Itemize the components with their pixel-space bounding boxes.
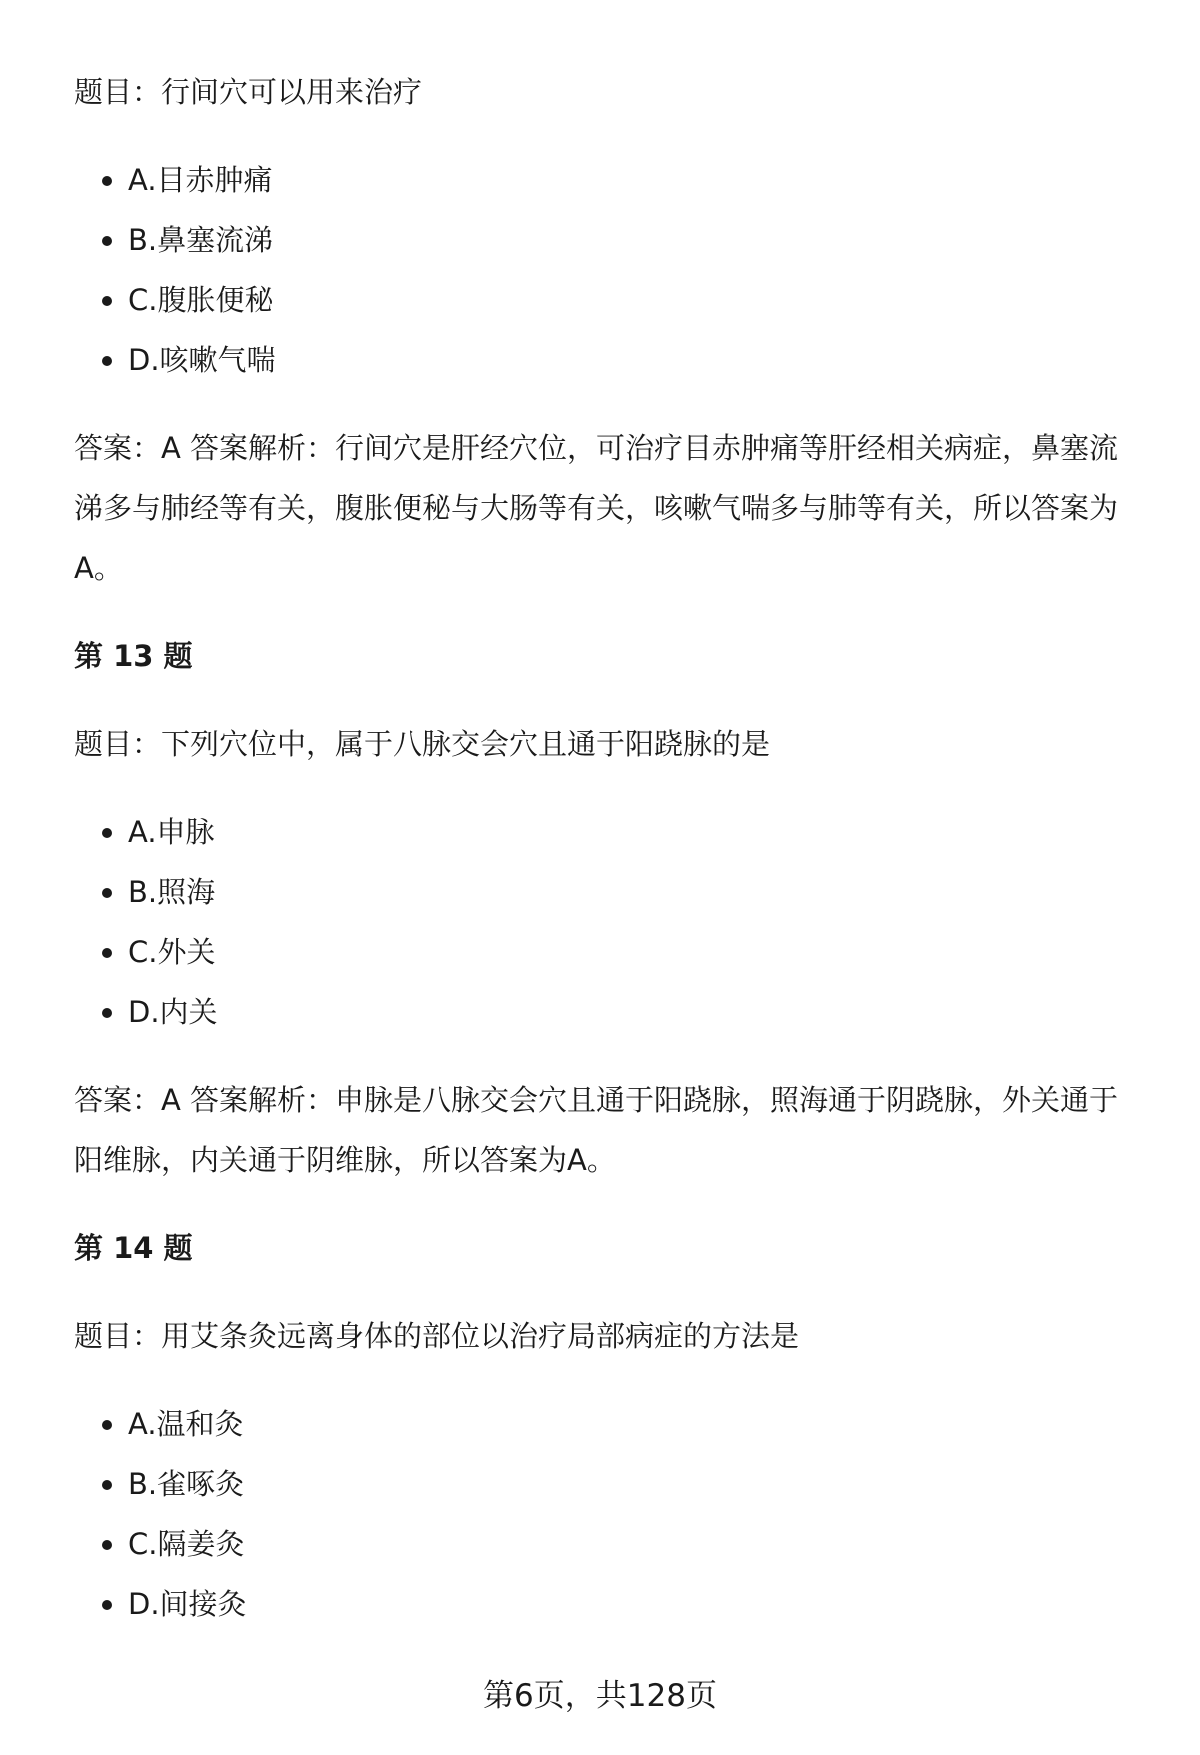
bullet-icon xyxy=(102,356,112,366)
option-label: C.隔姜灸 xyxy=(128,1527,245,1561)
answer-line: 答案：A 答案解析：申脉是八脉交会穴且通于阳跷脉，照海通于阴跷脉，外关通于 xyxy=(74,1083,1119,1117)
option-label: A.温和灸 xyxy=(128,1407,244,1441)
option-label: C.外关 xyxy=(128,935,216,969)
bullet-icon xyxy=(102,236,112,246)
bullet-icon xyxy=(102,948,112,958)
answer-line: 答案：A 答案解析：行间穴是肝经穴位，可治疗目赤肿痛等肝经相关病症，鼻塞流 xyxy=(74,431,1119,465)
option-label: D.内关 xyxy=(128,995,218,1029)
bullet-icon xyxy=(102,1600,112,1610)
option-item xyxy=(74,1514,1144,1574)
bullet-icon xyxy=(102,1008,112,1018)
option-list xyxy=(74,802,1144,1042)
document-content xyxy=(74,62,1144,1662)
question-heading: 第 13 题 xyxy=(74,639,193,673)
option-label: C.腹胀便秘 xyxy=(128,283,274,317)
option-label: A.目赤肿痛 xyxy=(128,163,273,197)
question-block-14 xyxy=(74,1218,1144,1634)
option-item xyxy=(74,330,1144,390)
option-label: D.咳嗽气喘 xyxy=(128,343,276,377)
question-block-12 xyxy=(74,62,1144,598)
answer-explanation xyxy=(74,418,1144,598)
option-label: D.间接灸 xyxy=(128,1587,247,1621)
bullet-icon xyxy=(102,1540,112,1550)
answer-line: A。 xyxy=(74,551,123,585)
answer-line: 涕多与肺经等有关，腹胀便秘与大肠等有关，咳嗽气喘多与肺等有关，所以答案为 xyxy=(74,491,1119,525)
bullet-icon xyxy=(102,296,112,306)
option-item xyxy=(74,210,1144,270)
option-item xyxy=(74,862,1144,922)
option-item xyxy=(74,922,1144,982)
option-list xyxy=(74,150,1144,390)
bullet-icon xyxy=(102,1480,112,1490)
option-item xyxy=(74,1394,1144,1454)
option-item xyxy=(74,270,1144,330)
question-text: 题目：下列穴位中，属于八脉交会穴且通于阳跷脉的是 xyxy=(74,727,771,761)
page-number-footer: 第6页，共128页 xyxy=(483,1678,717,1714)
option-item xyxy=(74,1454,1144,1514)
answer-line: 阳维脉，内关通于阴维脉，所以答案为A。 xyxy=(74,1143,616,1177)
answer-explanation xyxy=(74,1070,1144,1190)
bullet-icon xyxy=(102,828,112,838)
bullet-icon xyxy=(102,176,112,186)
bullet-icon xyxy=(102,888,112,898)
option-label: A.申脉 xyxy=(128,815,215,849)
option-list xyxy=(74,1394,1144,1634)
option-item xyxy=(74,982,1144,1042)
option-label: B.鼻塞流涕 xyxy=(128,223,274,257)
question-text: 题目：用艾条灸远离身体的部位以治疗局部病症的方法是 xyxy=(74,1319,800,1353)
option-label: B.照海 xyxy=(128,875,216,909)
option-item xyxy=(74,802,1144,862)
option-item xyxy=(74,1574,1144,1634)
question-block-13 xyxy=(74,626,1144,1190)
bullet-icon xyxy=(102,1420,112,1430)
question-text: 题目：行间穴可以用来治疗 xyxy=(74,75,423,109)
question-heading: 第 14 题 xyxy=(74,1231,193,1265)
option-label: B.雀啄灸 xyxy=(128,1467,245,1501)
option-item xyxy=(74,150,1144,210)
